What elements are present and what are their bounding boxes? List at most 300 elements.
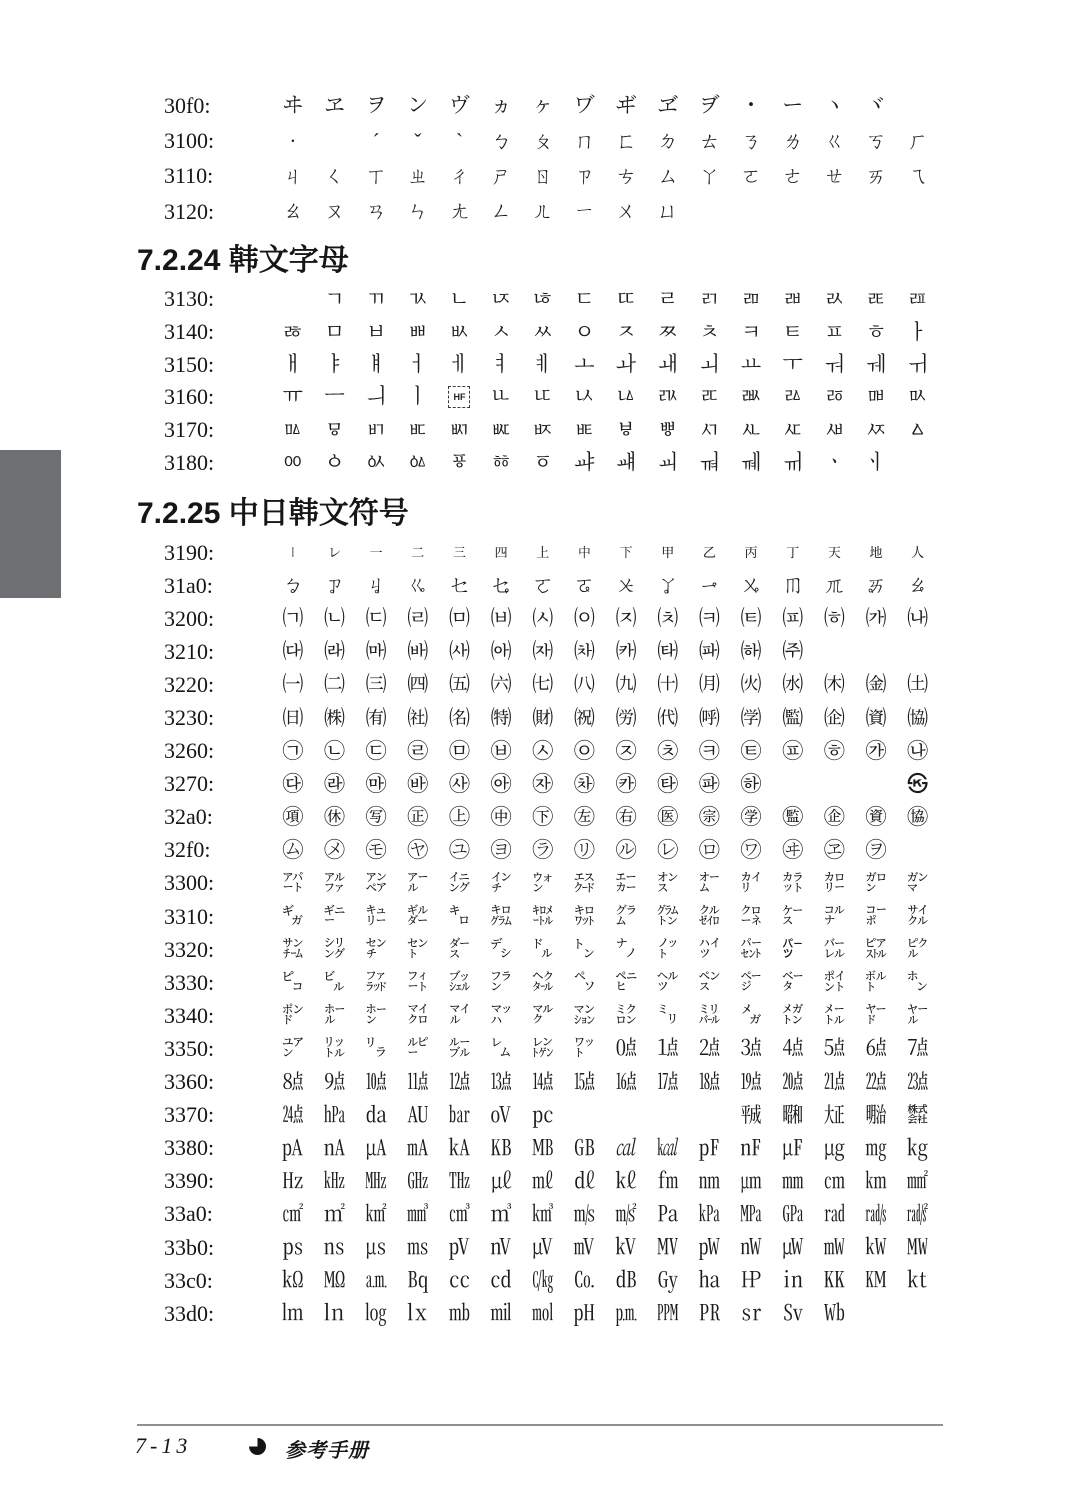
- char-cell: ㄝ: [823, 163, 845, 188]
- code-row-3320: [164, 933, 954, 966]
- char-cell: ㏜: [782, 1301, 804, 1326]
- char-cell: ㅪ: [699, 384, 720, 409]
- char-cell: ㉧: [573, 738, 595, 763]
- row-cells: [272, 1102, 939, 1127]
- char-cell: ㍢: [365, 1069, 387, 1094]
- char-cell: ㉩: [657, 738, 679, 763]
- char-cell: ㆕: [494, 545, 508, 561]
- char-cell: ㋹: [657, 837, 679, 862]
- char-cell: ㌆: [532, 870, 554, 895]
- char-cell: ㏔: [448, 1301, 470, 1326]
- char-cell: ㈭: [823, 672, 845, 697]
- char-cell: ㏙: [657, 1301, 679, 1326]
- char-cell: ㈈: [615, 606, 637, 631]
- char-cell: ㍫: [740, 1069, 762, 1094]
- char-cell: ㈅: [490, 606, 512, 631]
- row-cells: [272, 972, 939, 993]
- char-cell: ㊭: [823, 804, 845, 829]
- char-cell: ㆝: [827, 545, 841, 561]
- row-cells: [272, 354, 939, 375]
- row-code-label: 3300:: [164, 870, 215, 896]
- char-cell: ㄅ: [490, 128, 512, 153]
- char-cell: ㍗: [573, 1036, 595, 1061]
- char-cell: ㈬: [782, 672, 804, 697]
- char-cell: ㎿: [907, 1235, 929, 1260]
- char-cell: ㎸: [615, 1235, 637, 1260]
- char-cell: ㈺: [698, 705, 720, 730]
- char-cell: ㅏ: [907, 319, 928, 344]
- char-cell: ㅒ: [365, 352, 387, 377]
- row-code-label: 3220:: [164, 671, 215, 697]
- char-cell: ㍐: [282, 1036, 304, 1061]
- char-cell: ㈁: [323, 606, 345, 631]
- char-cell: ㌎: [865, 870, 887, 895]
- row-cells: [272, 804, 939, 829]
- code-row-31a0: [164, 569, 954, 602]
- char-cell: ㍙: [657, 1036, 679, 1061]
- char-cell: ㆣ: [407, 573, 429, 598]
- char-cell: ㍕: [490, 1036, 512, 1061]
- char-cell: ㄡ: [323, 199, 345, 224]
- code-row-3350: [164, 1032, 954, 1065]
- char-cell: ㅱ: [324, 417, 345, 442]
- char-cell: ㅄ: [449, 319, 470, 344]
- char-cell: ㈒: [365, 639, 387, 664]
- char-cell: ㅝ: [824, 352, 845, 377]
- char-cell: ㅗ: [574, 352, 595, 377]
- section-heading-korean-letters: 7.2.24 韩文字母: [137, 244, 349, 277]
- char-cell: ㈪: [698, 672, 720, 697]
- char-cell: ㋼: [782, 837, 804, 862]
- char-cell: ㄙ: [657, 163, 679, 188]
- char-cell: ㅢ: [365, 384, 387, 409]
- row-cells: [272, 906, 939, 927]
- char-cell: ㆊ: [699, 450, 720, 475]
- char-cell: ㉳: [407, 771, 429, 796]
- char-cell: ㄌ: [782, 128, 804, 153]
- char-cell: ㈘: [615, 639, 637, 664]
- char-cell: ㍄: [448, 1003, 470, 1028]
- char-cell: ㎷: [573, 1235, 595, 1260]
- char-cell: ㏓: [407, 1301, 429, 1326]
- char-cell: ㅐ: [282, 352, 303, 377]
- char-cell: ㊡: [323, 804, 345, 829]
- char-cell: ㌦: [532, 937, 554, 962]
- char-cell: ㄎ: [865, 128, 887, 153]
- char-cell: ㅛ: [740, 352, 762, 377]
- char-cell: ㅨ: [615, 384, 637, 409]
- char-cell: ㄹ: [657, 286, 678, 311]
- char-cell: ㆡ: [323, 573, 345, 598]
- char-cell: ㎱: [323, 1235, 345, 1260]
- char-cell: ㊣: [407, 804, 429, 829]
- char-cell: ㏅: [490, 1268, 512, 1293]
- char-cell: ㌋: [740, 870, 762, 895]
- char-cell: ㋰: [282, 837, 304, 862]
- row-code-label: 33b0:: [164, 1234, 215, 1260]
- char-cell: ㎉: [657, 1135, 679, 1160]
- char-cell: ㆠ: [282, 573, 304, 598]
- char-cell: ㈌: [782, 606, 804, 631]
- char-cell: ㈙: [657, 639, 679, 664]
- char-cell: ㈔: [448, 639, 470, 664]
- char-cell: ㄐ: [282, 163, 304, 188]
- char-cell: ㎵: [490, 1235, 512, 1260]
- char-cell: ㌉: [657, 870, 679, 895]
- row-code-label: 3150:: [164, 351, 215, 377]
- char-cell: ㊬: [782, 804, 804, 829]
- char-cell: ㆍ: [824, 450, 845, 475]
- char-cell: ヹ: [657, 93, 679, 118]
- char-cell: ㏁: [323, 1268, 345, 1293]
- char-cell: ㆦ: [532, 573, 554, 598]
- char-cell: ㏊: [698, 1268, 720, 1293]
- char-cell: ㎞: [865, 1168, 887, 1193]
- three-quarter-circle-icon: [249, 1438, 266, 1455]
- row-code-label: 3360:: [164, 1069, 215, 1095]
- code-row-3160: [164, 381, 954, 414]
- char-cell: ㌠: [282, 937, 304, 962]
- row-cells: [272, 738, 939, 763]
- row-code-label: 3110:: [164, 163, 214, 189]
- char-cell: ㍧: [573, 1069, 595, 1094]
- char-cell: ˊ: [372, 128, 380, 153]
- char-cell: ㈽: [823, 705, 845, 730]
- char-cell: ㍅: [490, 1003, 512, 1028]
- char-cell: ㈛: [740, 639, 762, 664]
- char-cell: ㄷ: [574, 286, 595, 311]
- char-cell: ㌶: [532, 970, 554, 995]
- char-cell: ㅶ: [532, 417, 553, 442]
- char-cell: ㅺ: [699, 417, 720, 442]
- code-row-3130: [164, 283, 954, 316]
- char-cell: ㈰: [282, 705, 304, 730]
- char-cell: ㍘: [615, 1036, 637, 1061]
- char-cell: ㈫: [740, 672, 762, 697]
- char-cell: ㏀: [282, 1268, 304, 1293]
- char-cell: ㄜ: [782, 163, 804, 188]
- char-cell: ㌖: [532, 904, 554, 929]
- row-code-label: 33a0:: [164, 1201, 213, 1227]
- char-cell: ㅳ: [407, 417, 428, 442]
- char-cell: ㅑ: [324, 352, 345, 377]
- char-cell: ㍣: [407, 1069, 429, 1094]
- char-cell: ㉺: [698, 771, 720, 796]
- char-cell: ㆥ: [490, 573, 512, 598]
- char-cell: ㍰: [282, 1102, 304, 1127]
- code-row-3390: [164, 1165, 954, 1198]
- char-cell: ㄟ: [907, 163, 929, 188]
- char-cell: ㉿: [907, 771, 929, 796]
- row-code-label: 3340:: [164, 1002, 215, 1028]
- row-code-label: 33d0:: [164, 1300, 215, 1326]
- char-cell: ㈐: [282, 639, 304, 664]
- char-cell: ㎛: [740, 1168, 762, 1193]
- char-cell: ㆖: [536, 545, 550, 561]
- char-cell: ㄧ: [573, 199, 595, 224]
- row-cells: [272, 1005, 939, 1026]
- code-row-3300: [164, 867, 954, 900]
- char-cell: ㆆ: [532, 450, 553, 475]
- code-row-3270: [164, 768, 954, 801]
- char-cell: ㎻: [740, 1235, 762, 1260]
- char-cell: ㄴ: [449, 286, 470, 311]
- char-cell: ㆙: [661, 545, 675, 561]
- char-cell: ㅮ: [865, 384, 887, 409]
- char-cell: ㅣ: [407, 384, 428, 409]
- char-cell: ㈤: [448, 672, 470, 697]
- char-cell: ヽ: [823, 93, 845, 118]
- char-cell: ㊨: [615, 804, 637, 829]
- row-cells: [272, 837, 939, 862]
- row-cells: [272, 641, 939, 662]
- char-cell: ㆋ: [740, 450, 762, 475]
- char-cell: ㎪: [698, 1201, 720, 1226]
- char-cell: ㏑: [323, 1301, 345, 1326]
- char-cell: ㌬: [782, 937, 804, 962]
- char-cell: ˋ: [455, 128, 463, 153]
- char-cell: ㊢: [365, 804, 387, 829]
- code-row-3220: [164, 668, 954, 701]
- char-cell: ㎟: [907, 1168, 929, 1193]
- char-cell: ㍡: [323, 1069, 345, 1094]
- char-cell: ㉪: [698, 738, 720, 763]
- char-cell: ㈎: [865, 606, 887, 631]
- row-code-label: 30f0:: [164, 92, 211, 118]
- char-cell: ㉻: [740, 771, 762, 796]
- char-cell: ㄩ: [657, 199, 679, 224]
- code-row-3100: [164, 123, 954, 158]
- row-cells: [272, 201, 939, 222]
- char-cell: ㅦ: [532, 384, 553, 409]
- char-cell: ㌢: [365, 937, 387, 962]
- char-cell: ㆑: [327, 545, 341, 561]
- char-cell: ㍴: [448, 1102, 470, 1127]
- char-cell: ㍁: [323, 1003, 345, 1028]
- char-cell: ㏈: [615, 1268, 637, 1293]
- char-cell: ㄓ: [407, 163, 429, 188]
- row-cells: [272, 608, 939, 629]
- char-cell: ㆩ: [657, 573, 679, 598]
- char-cell: ㅂ: [365, 319, 387, 344]
- row-cells: [272, 870, 939, 895]
- char-cell: ㄶ: [532, 286, 553, 311]
- char-cell: ㈏: [907, 606, 929, 631]
- char-cell: ㎆: [532, 1135, 554, 1160]
- char-cell: ㌏: [907, 870, 929, 895]
- char-cell: ㌟: [907, 904, 929, 929]
- char-cell: ㉷: [573, 771, 595, 796]
- char-cell: ㍊: [698, 1003, 720, 1028]
- char-cell: ㌸: [615, 970, 637, 995]
- char-cell: ㏋: [740, 1268, 762, 1293]
- char-cell: ㄳ: [407, 286, 428, 311]
- char-cell: ㍲: [365, 1102, 387, 1127]
- char-cell: ㌴: [448, 970, 470, 995]
- char-cell: ㆇ: [574, 450, 595, 475]
- row-cells: [272, 1201, 939, 1226]
- row-code-label: 3320:: [164, 936, 215, 962]
- char-cell: ㌞: [865, 904, 887, 929]
- char-cell: ㈂: [365, 606, 387, 631]
- char-cell: ㆅ: [490, 450, 512, 475]
- char-cell: ㆨ: [615, 573, 637, 598]
- char-cell: ㍶: [532, 1102, 554, 1127]
- char-cell: ㎐: [282, 1168, 304, 1193]
- code-table-katakana-bopomofo: [164, 88, 954, 230]
- row-code-label: 32f0:: [164, 837, 211, 863]
- row-cells: [272, 1038, 939, 1059]
- char-cell: ㅭ: [824, 384, 845, 409]
- char-cell: ㅍ: [824, 319, 845, 344]
- char-cell: ㎬: [782, 1201, 804, 1226]
- char-cell: ㉱: [323, 771, 345, 796]
- char-cell: ㌯: [907, 937, 929, 962]
- char-cell: ヷ: [573, 93, 595, 118]
- char-cell: ㄛ: [740, 163, 762, 188]
- char-cell: ㆢ: [365, 573, 387, 598]
- char-cell: ㉯: [907, 738, 929, 763]
- char-cell: ヱ: [323, 93, 345, 118]
- char-cell: ㎏: [907, 1135, 929, 1160]
- char-cell: ㆌ: [782, 450, 803, 475]
- char-cell: ㅎ: [865, 319, 887, 344]
- char-cell: ㅚ: [699, 352, 720, 377]
- char-cell: ㈷: [573, 705, 595, 730]
- row-cells: [272, 452, 939, 473]
- char-cell: ㎙: [657, 1168, 679, 1193]
- char-cell: ㎖: [532, 1168, 554, 1193]
- char-cell: ㌤: [448, 937, 470, 962]
- char-cell: ㋷: [573, 837, 595, 862]
- char-cell: ㅟ: [907, 352, 928, 377]
- char-cell: ㄇ: [573, 128, 595, 153]
- char-cell: ㅉ: [657, 319, 678, 344]
- char-cell: ㎲: [365, 1235, 387, 1260]
- char-cell: ㈶: [532, 705, 554, 730]
- char-cell: ㊤: [448, 804, 470, 829]
- row-code-label: 3180:: [164, 449, 215, 475]
- char-cell: ㍌: [782, 1003, 804, 1028]
- char-cell: ㍛: [740, 1036, 762, 1061]
- char-cell: ㎢: [365, 1201, 387, 1226]
- char-cell: ㄸ: [615, 286, 637, 311]
- char-cell: ㎾: [865, 1235, 887, 1260]
- char-cell: ㎽: [823, 1235, 845, 1260]
- char-cell: ㅧ: [574, 384, 595, 409]
- char-cell: ㅃ: [407, 319, 428, 344]
- char-cell: ㌫: [740, 937, 762, 962]
- char-cell: ㌧: [573, 937, 595, 962]
- char-cell: ㈇: [573, 606, 595, 631]
- char-cell: ㋾: [865, 837, 887, 862]
- char-cell: ㈋: [740, 606, 762, 631]
- char-cell: ㉵: [490, 771, 512, 796]
- code-row-3230: [164, 701, 954, 734]
- char-cell: ㈦: [532, 672, 554, 697]
- char-cell: ㄈ: [615, 128, 637, 153]
- row-code-label: 3370:: [164, 1102, 215, 1128]
- char-cell: ㍿: [907, 1102, 929, 1127]
- char-cell: ㏎: [865, 1268, 887, 1293]
- char-cell: ㉴: [448, 771, 470, 796]
- char-cell: ㅵ: [490, 417, 512, 442]
- char-cell: ㄱ: [324, 286, 345, 311]
- char-cell: ㄖ: [532, 163, 554, 188]
- char-cell: ㅇ: [574, 319, 595, 344]
- char-cell: ㅊ: [699, 319, 720, 344]
- char-cell: ㆧ: [573, 573, 595, 598]
- row-code-label: 3140:: [164, 319, 215, 345]
- char-cell: ㈱: [323, 705, 345, 730]
- char-cell: ㎥: [490, 1201, 512, 1226]
- row-code-label: 3350:: [164, 1035, 215, 1061]
- char-cell: ㉲: [365, 771, 387, 796]
- char-cell: ㍼: [782, 1102, 804, 1127]
- row-cells: [272, 674, 939, 695]
- char-cell: ㌿: [907, 970, 929, 995]
- char-cell: ㆓: [411, 545, 425, 561]
- code-row-3170: [164, 414, 954, 447]
- char-cell: ㅥ: [490, 384, 512, 409]
- char-cell: ㅿ: [907, 417, 928, 442]
- code-row-3190: [164, 536, 954, 569]
- char-cell: ㅹ: [657, 417, 678, 442]
- char-cell: ㌐: [282, 904, 304, 929]
- row-code-label: 3310:: [164, 903, 215, 929]
- row-code-label: 3330:: [164, 969, 215, 995]
- char-cell: ㌗: [573, 904, 595, 929]
- char-cell: ㏏: [907, 1268, 929, 1293]
- char-cell: ㎳: [407, 1235, 429, 1260]
- row-code-label: 3100:: [164, 128, 215, 154]
- char-cell: ㌊: [698, 870, 720, 895]
- char-cell: ㎶: [532, 1235, 554, 1260]
- code-row-3210: [164, 635, 954, 668]
- char-cell: ㅀ: [282, 319, 303, 344]
- char-cell: ㄢ: [365, 199, 387, 224]
- char-cell: ㄏ: [907, 128, 929, 153]
- char-cell: ㆃ: [407, 450, 428, 475]
- char-cell: ㏇: [573, 1268, 595, 1293]
- row-code-label: 32a0:: [164, 804, 213, 830]
- char-cell: ㍵: [490, 1102, 512, 1127]
- code-row-3340: [164, 999, 954, 1032]
- char-cell: ㄆ: [532, 128, 554, 153]
- char-cell: ㌜: [782, 904, 804, 929]
- char-cell: ㌒: [365, 904, 387, 929]
- char-cell: ㅈ: [615, 319, 637, 344]
- char-cell: ㈥: [490, 672, 512, 697]
- char-cell: ㆟: [911, 545, 925, 561]
- row-code-label: 31a0:: [164, 572, 213, 598]
- char-cell: ㎂: [365, 1135, 387, 1160]
- char-cell: ㈃: [407, 606, 429, 631]
- char-cell: ㍒: [365, 1036, 387, 1061]
- char-cell: ㍆: [532, 1003, 554, 1028]
- char-cell: ㆁ: [324, 450, 345, 475]
- char-cell: ㊥: [490, 804, 512, 829]
- char-cell: ㏉: [657, 1268, 679, 1293]
- char-cell: ㅓ: [407, 352, 428, 377]
- char-cell: ㄚ: [698, 163, 720, 188]
- row-cells: [272, 1303, 939, 1324]
- char-cell: ㆮ: [865, 573, 887, 598]
- row-code-label: 3160:: [164, 384, 215, 410]
- char-cell: ㄦ: [532, 199, 554, 224]
- char-cell: ㌥: [490, 937, 512, 962]
- code-row-3310: [164, 900, 954, 933]
